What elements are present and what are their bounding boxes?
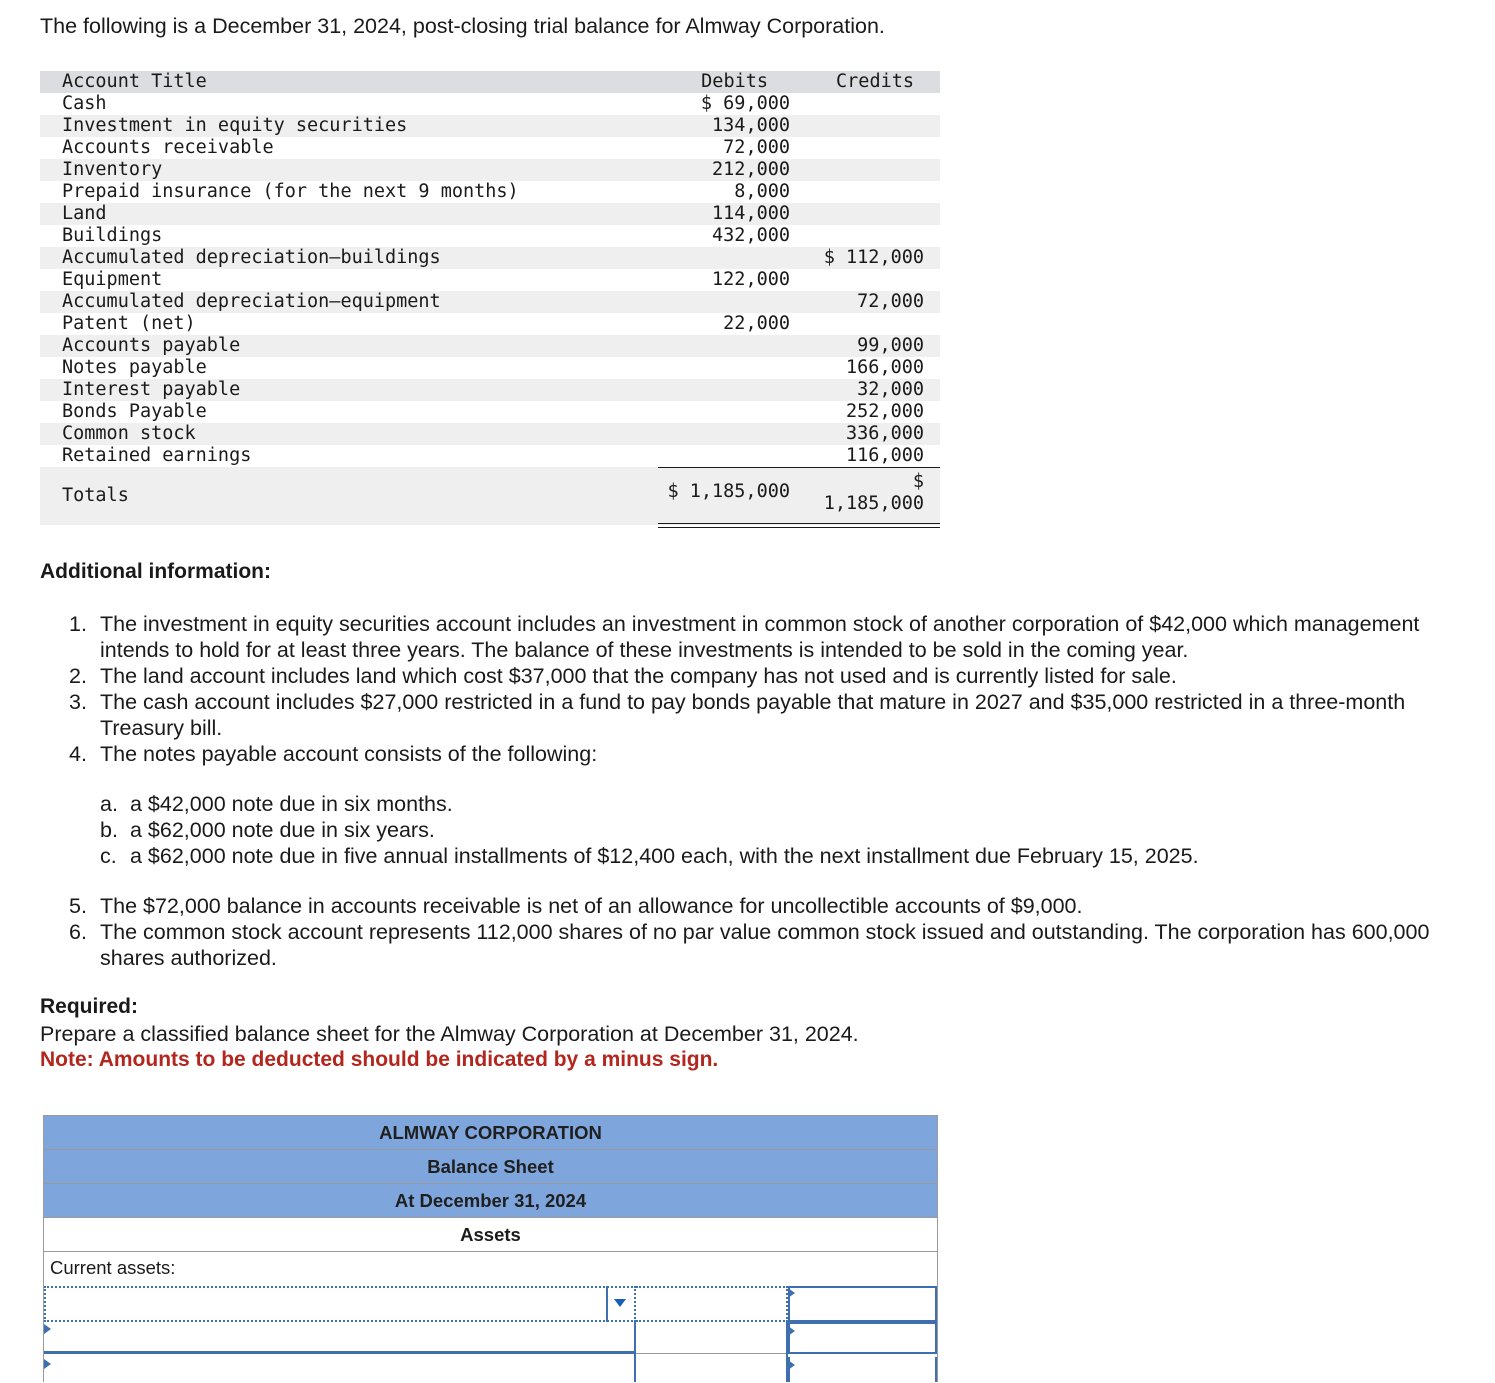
credit-amount: $ 112,000 bbox=[823, 247, 924, 268]
account-title: Common stock bbox=[62, 423, 196, 444]
list-item bbox=[40, 741, 1460, 767]
totals-credit-symbol: $ bbox=[912, 471, 924, 492]
balance-sheet-input-grid bbox=[43, 1284, 938, 1382]
header-credits: Credits bbox=[836, 71, 914, 92]
amount-input-1[interactable] bbox=[636, 1286, 788, 1322]
trial-balance-header bbox=[40, 71, 940, 93]
input-marker-icon bbox=[788, 1360, 795, 1370]
debit-amount: $ 69,000 bbox=[700, 93, 790, 114]
additional-info-list bbox=[40, 611, 1460, 767]
debit-amount: 212,000 bbox=[712, 159, 790, 180]
trial-balance-row bbox=[40, 247, 940, 269]
list-text: The notes payable account consists of the following: bbox=[100, 742, 598, 766]
debit-amount: 114,000 bbox=[712, 203, 790, 224]
input-marker-icon bbox=[44, 1324, 51, 1334]
list-number: a. bbox=[100, 792, 118, 816]
list-item bbox=[40, 791, 1460, 817]
account-select-1[interactable] bbox=[44, 1286, 636, 1322]
account-title: Accounts payable bbox=[62, 335, 241, 356]
trial-balance-row bbox=[40, 291, 940, 313]
additional-info-title: Additional information: bbox=[40, 560, 271, 583]
trial-balance-row bbox=[40, 181, 940, 203]
list-text: The $72,000 balance in accounts receivable is net of an allowance for uncollectible accounts of $9,000. bbox=[100, 894, 1083, 918]
account-title: Investment in equity securities bbox=[62, 115, 408, 136]
header-debits: Debits bbox=[701, 71, 768, 92]
account-title: Prepaid insurance (for the next 9 months) bbox=[62, 181, 519, 202]
account-title: Bonds Payable bbox=[62, 401, 207, 422]
debit-amount: 432,000 bbox=[712, 225, 790, 246]
credit-amount: 252,000 bbox=[846, 401, 924, 422]
debit-amount: 72,000 bbox=[723, 137, 790, 158]
totals-credit: 1,185,000 bbox=[823, 493, 924, 514]
amount-input-3[interactable] bbox=[636, 1357, 786, 1382]
list-number: 3. bbox=[69, 690, 87, 714]
total-double-rule bbox=[658, 523, 940, 528]
account-title: Equipment bbox=[62, 269, 163, 290]
total-input-2[interactable] bbox=[788, 1322, 937, 1354]
list-text: a $42,000 note due in six months. bbox=[130, 792, 453, 816]
required-title: Required: bbox=[40, 995, 139, 1018]
statement-date: At December 31, 2024 bbox=[43, 1183, 938, 1217]
list-item bbox=[40, 919, 1460, 971]
account-title: Accounts receivable bbox=[62, 137, 274, 158]
debit-amount: 134,000 bbox=[712, 115, 790, 136]
header-account-title: Account Title bbox=[62, 71, 207, 92]
trial-balance-totals bbox=[40, 467, 940, 525]
trial-balance-row bbox=[40, 93, 940, 115]
credit-amount: 166,000 bbox=[846, 357, 924, 378]
input-marker-icon bbox=[44, 1359, 51, 1369]
total-input-1[interactable] bbox=[788, 1286, 937, 1322]
trial-balance-row bbox=[40, 423, 940, 445]
list-item bbox=[40, 689, 1460, 741]
account-title: Accumulated depreciation–buildings bbox=[62, 247, 441, 268]
company-name: ALMWAY CORPORATION bbox=[43, 1115, 938, 1149]
list-number: 2. bbox=[69, 664, 87, 688]
notes-payable-sub-list bbox=[40, 791, 1460, 869]
list-number: 4. bbox=[69, 742, 87, 766]
trial-balance-row bbox=[40, 357, 940, 379]
account-title: Notes payable bbox=[62, 357, 207, 378]
intro-text: The following is a December 31, 2024, post-closing trial balance for Almway Corporation. bbox=[40, 14, 885, 38]
account-title: Patent (net) bbox=[62, 313, 196, 334]
credit-amount: 32,000 bbox=[857, 379, 924, 400]
list-number: 5. bbox=[69, 894, 87, 918]
list-item bbox=[40, 817, 1460, 843]
totals-debit: $ 1,185,000 bbox=[667, 481, 790, 502]
account-title: Buildings bbox=[62, 225, 163, 246]
current-assets-label: Current assets: bbox=[43, 1251, 938, 1284]
credit-amount: 336,000 bbox=[846, 423, 924, 444]
trial-balance-row bbox=[40, 225, 940, 247]
list-number: c. bbox=[100, 844, 117, 868]
statement-title: Balance Sheet bbox=[43, 1149, 938, 1183]
trial-balance-row bbox=[40, 445, 940, 467]
input-marker-icon bbox=[788, 1288, 795, 1298]
assets-heading: Assets bbox=[43, 1217, 938, 1251]
trial-balance-row bbox=[40, 379, 940, 401]
trial-balance-row bbox=[40, 137, 940, 159]
additional-info-list-continued bbox=[40, 893, 1460, 971]
account-title: Accumulated depreciation–equipment bbox=[62, 291, 441, 312]
trial-balance-row bbox=[40, 269, 940, 291]
list-text: a $62,000 note due in six years. bbox=[130, 818, 435, 842]
list-item bbox=[40, 893, 1460, 919]
list-text: The cash account includes $27,000 restricted in a fund to pay bonds payable that mature in 2027 and $35,000 restricted in a three-month Treasury bill. bbox=[100, 690, 1406, 740]
trial-balance-row bbox=[40, 115, 940, 137]
total-input-3[interactable] bbox=[788, 1357, 937, 1382]
account-title: Land bbox=[62, 203, 107, 224]
trial-balance-row bbox=[40, 313, 940, 335]
account-title: Inventory bbox=[62, 159, 163, 180]
account-title: Cash bbox=[62, 93, 107, 114]
account-title: Retained earnings bbox=[62, 445, 252, 466]
trial-balance-table bbox=[40, 71, 940, 525]
list-number: 1. bbox=[69, 612, 87, 636]
list-item bbox=[40, 611, 1460, 663]
required-note: Note: Amounts to be deducted should be indicated by a minus sign. bbox=[40, 1048, 719, 1071]
credit-amount: 72,000 bbox=[857, 291, 924, 312]
list-text: The common stock account represents 112,000 shares of no par value common stock issued and outstanding. The corporation has 600,000 shares authorized. bbox=[100, 920, 1430, 970]
chevron-down-icon[interactable] bbox=[614, 1299, 626, 1307]
list-item bbox=[40, 843, 1460, 869]
trial-balance-row bbox=[40, 401, 940, 423]
trial-balance-row bbox=[40, 159, 940, 181]
debit-amount: 122,000 bbox=[712, 269, 790, 290]
trial-balance-row bbox=[40, 203, 940, 225]
required-text: Prepare a classified balance sheet for the Almway Corporation at December 31, 2024. bbox=[40, 1022, 859, 1046]
select-divider bbox=[606, 1286, 608, 1322]
account-title: Interest payable bbox=[62, 379, 241, 400]
balance-sheet-form bbox=[43, 1115, 938, 1382]
input-marker-icon bbox=[788, 1326, 795, 1336]
amount-input-2[interactable] bbox=[636, 1322, 788, 1354]
credit-amount: 99,000 bbox=[857, 335, 924, 356]
list-text: The land account includes land which cost $37,000 that the company has not used and is currently listed for sale. bbox=[100, 664, 1177, 688]
debit-amount: 8,000 bbox=[734, 181, 790, 202]
debit-amount: 22,000 bbox=[723, 313, 790, 334]
trial-balance-row bbox=[40, 335, 940, 357]
account-select-2[interactable] bbox=[44, 1322, 636, 1354]
list-item bbox=[40, 663, 1460, 689]
list-number: b. bbox=[100, 818, 118, 842]
totals-label: Totals bbox=[62, 485, 129, 506]
account-select-3[interactable] bbox=[44, 1357, 634, 1382]
subtotal-rule bbox=[658, 467, 940, 468]
list-number: 6. bbox=[69, 920, 87, 944]
credit-amount: 116,000 bbox=[846, 445, 924, 466]
list-text: The investment in equity securities account includes an investment in common stock of another corporation of $42,000 which management intends to hold for at least three years. The balance of these investments is intended to be sold in the coming year. bbox=[100, 612, 1420, 662]
list-text: a $62,000 note due in five annual installments of $12,400 each, with the next installment due February 15, 2025. bbox=[130, 844, 1199, 868]
